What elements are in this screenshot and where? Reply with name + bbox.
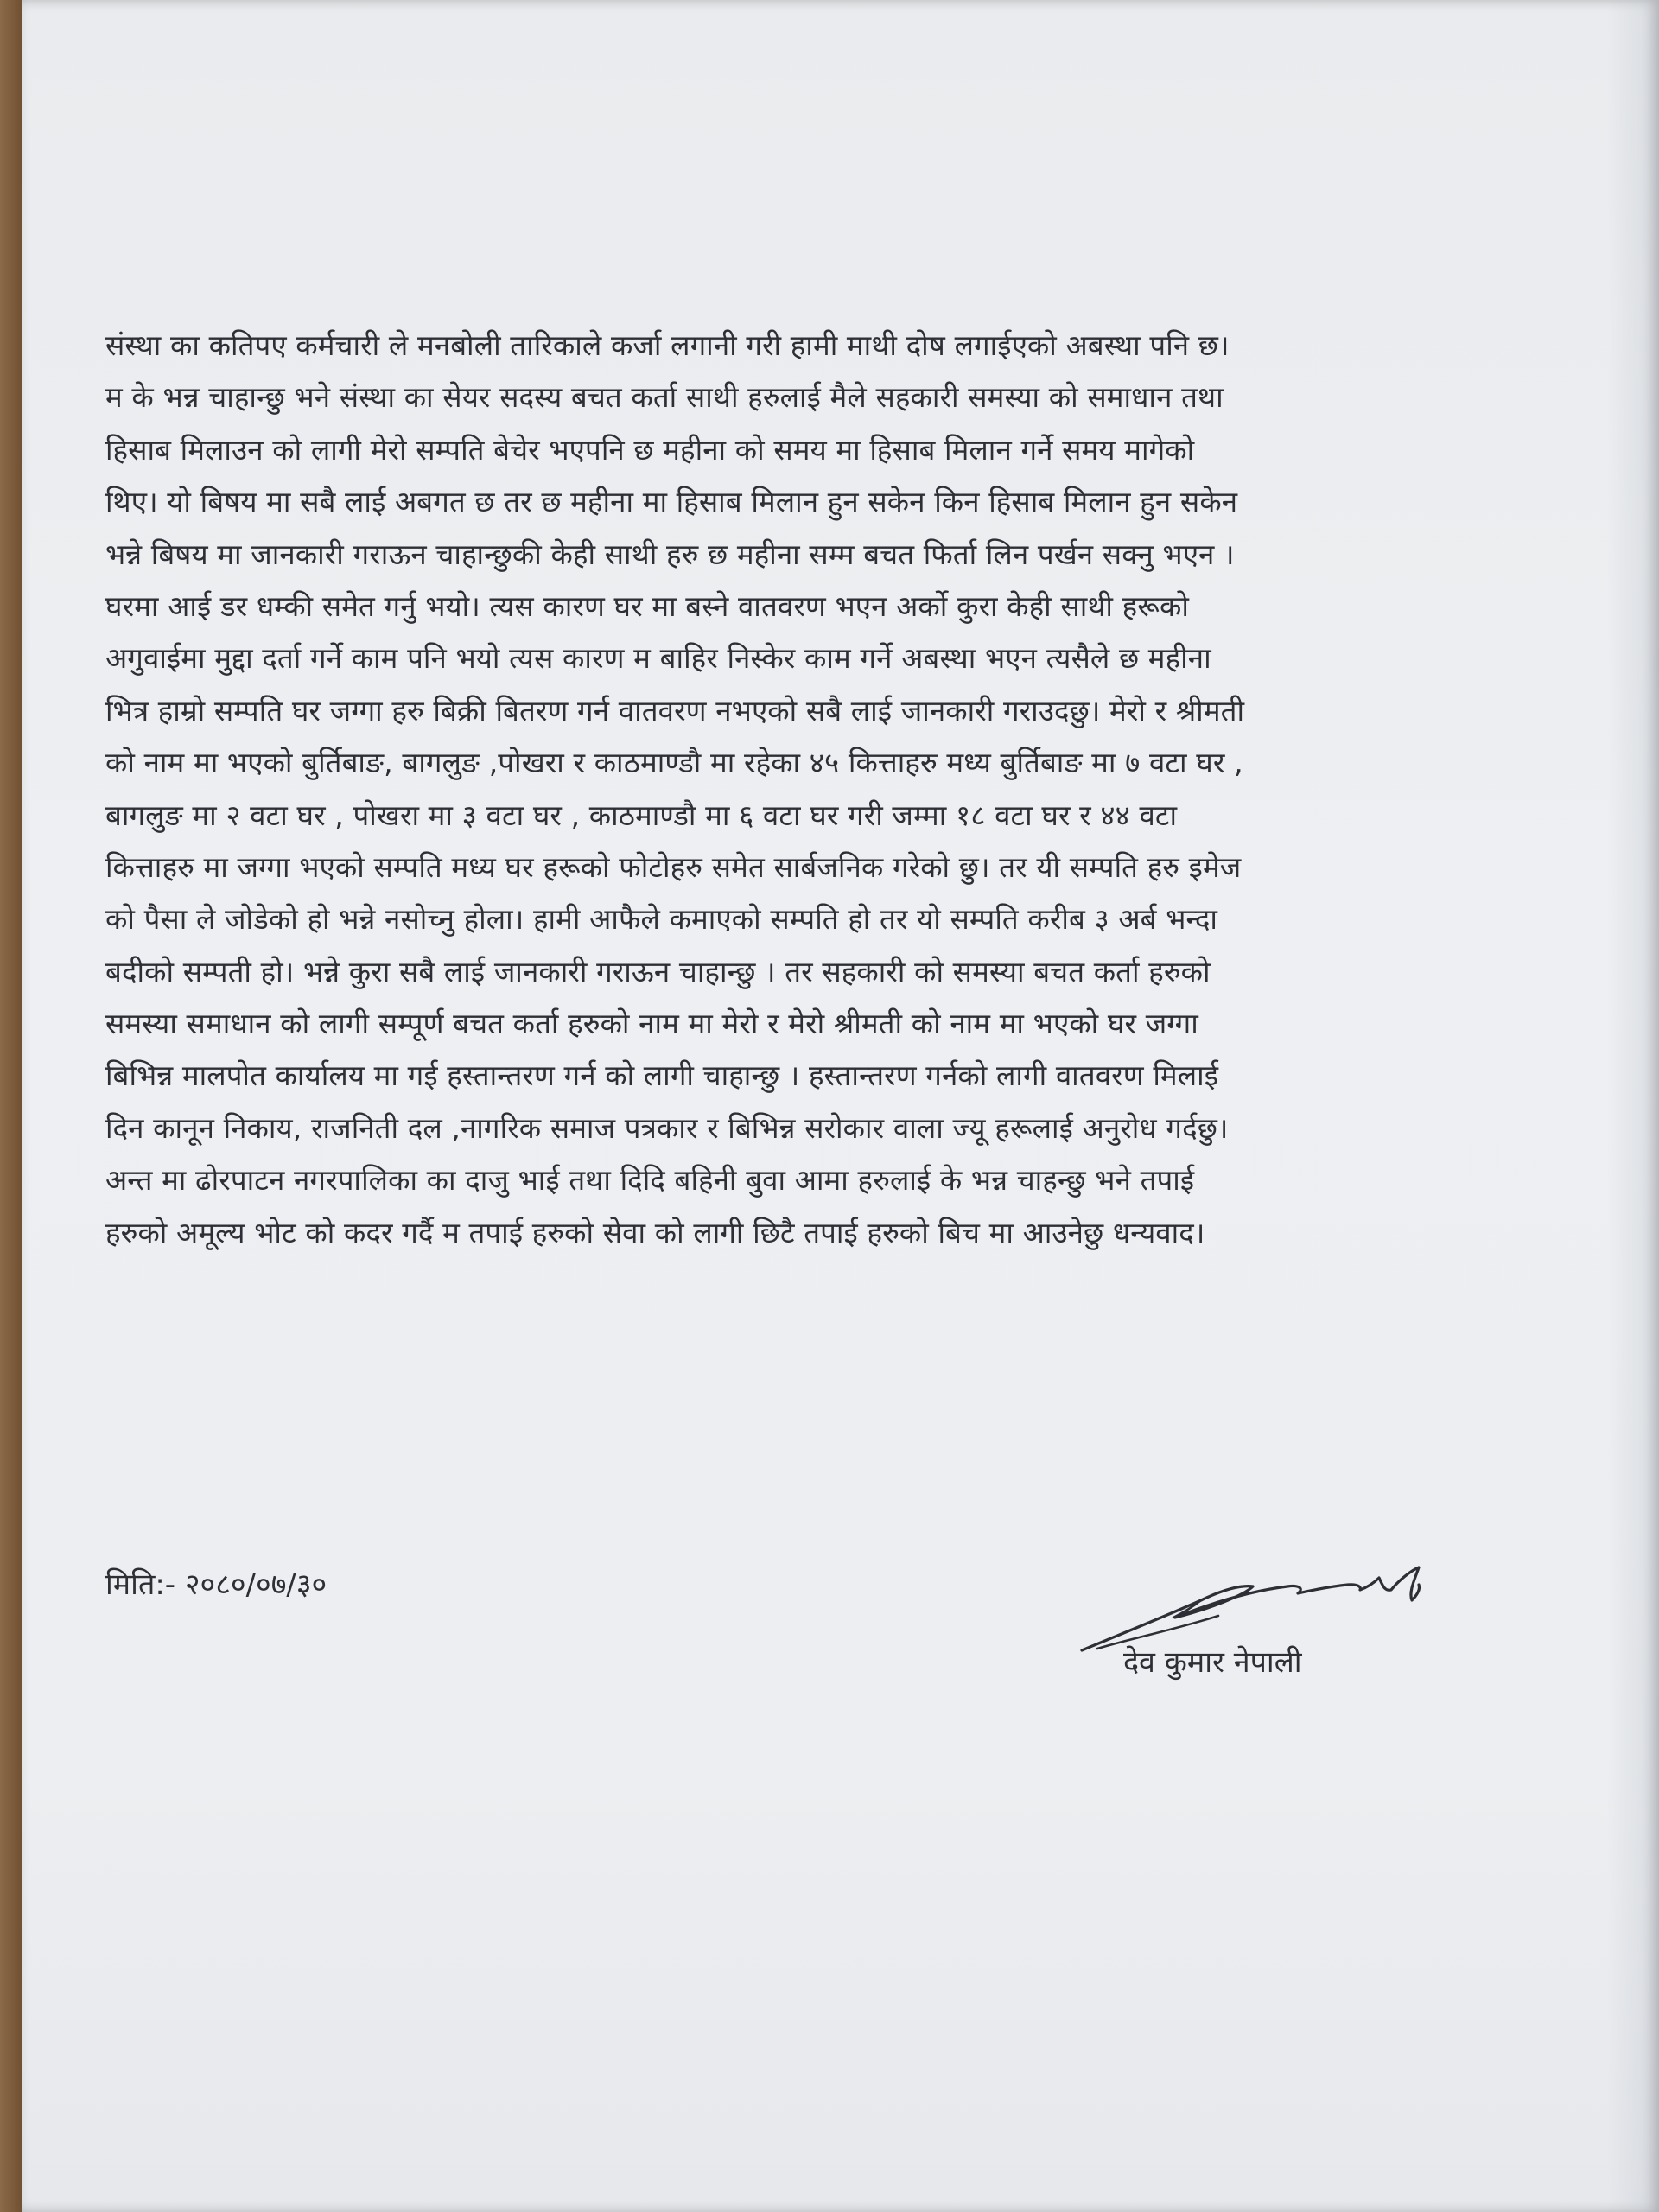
letter-line: दिन कानून निकाय, राजनिती दल ,नागरिक समाज पत्रकार र बिभिन्न सरोकार वाला ज्यू हरूलाई अनुरोध गर्दछु। (105, 1110, 1229, 1145)
letter-paragraph (105, 320, 1626, 1259)
letter-line: हरुको अमूल्य भोट को कदर गर्दै म तपाई हरुको सेवा को लागी छिटै तपाई हरुको बिच मा आउनेछु धन्यवाद। (105, 1215, 1205, 1249)
letter-line: संस्था का कतिपए कर्मचारी ले मनबोली तारिकाले कर्जा लगानी गरी हामी माथी दोष लगाईएको अबस्था पनि छ। (105, 328, 1230, 362)
letter-line: बागलुङ मा २ वटा घर , पोखरा मा ३ वटा घर , काठमाण्डौ मा ६ वटा घर गरी जम्मा १८ वटा घर र ४४ वटा (105, 798, 1178, 832)
signer-name: देव कुमार नेपाली (1123, 1645, 1302, 1680)
letter-line: अगुवाईमा मुद्दा दर्ता गर्ने काम पनि भयो त्यस कारण म बाहिर निस्केर काम गर्ने अबस्था भएन त्यसैले छ महीना (105, 641, 1211, 676)
letter-line: समस्या समाधान को लागी सम्पूर्ण बचत कर्ता हरुको नाम मा मेरो र मेरो श्रीमती को नाम मा भएको घर जग्गा (105, 1007, 1198, 1041)
letter-line: बदीको सम्पती हो। भन्ने कुरा सबै लाई जानकारी गराऊन चाहान्छु । तर सहकारी को समस्या बचत कर्ता हरुको (105, 954, 1211, 988)
letter-line: कित्ताहरु मा जग्गा भएको सम्पति मध्य घर हरूको फोटोहरु समेत सार्बजनिक गरेको छु। तर यी सम्पति हरु इमेज (105, 849, 1242, 884)
letter-line: हिसाब मिलाउन को लागी मेरो सम्पति बेचेर भएपनि छ महीना को समय मा हिसाब मिलान गर्ने समय मागेको (105, 432, 1195, 467)
letter-line: को नाम मा भएको बुर्तिबाङ, बागलुङ ,पोखरा र काठमाण्डौ मा रहेका ४५ कित्ताहरु मध्य बुर्तिबाङ मा ७ वटा घर , (105, 746, 1243, 780)
letter-line: घरमा आई डर धम्की समेत गर्नु भयो। त्यस कारण घर मा बस्ने वातवरण भएन अर्को कुरा केही साथी हरूको (105, 588, 1190, 623)
letter-line: थिए। यो बिषय मा सबै लाई अबगत छ तर छ महीना मा हिसाब मिलान हुन सकेन किन हिसाब मिलान हुन सकेन (105, 485, 1238, 519)
letter-line: म के भन्न चाहान्छु भने संस्था का सेयर सदस्य बचत कर्ता साथी हरुलाई मैले सहकारी समस्या को समाधान तथा (105, 380, 1224, 415)
letter-line: बिभिन्न मालपोत कार्यालय मा गई हस्तान्तरण गर्न को लागी चाहान्छु । हस्तान्तरण गर्नको लागी वातवरण मिलाई (105, 1058, 1219, 1093)
letter-line: को पैसा ले जोडेको हो भन्ने नसोच्नु होला। हामी आफैले कमाएको सम्पति हो तर यो सम्पति करीब ३ अर्ब भन्दा (105, 902, 1217, 937)
letter-line: अन्त मा ढोरपाटन नगरपालिका का दाजु भाई तथा दिदि बहिनी बुवा आमा हरुलाई के भन्न चाहन्छु भने तपाई (105, 1163, 1195, 1198)
letter-line: भन्ने बिषय मा जानकारी गराऊन चाहान्छुकी केही साथी हरु छ महीना सम्म बचत फिर्ता लिन पर्खन सक्नु भएन । (105, 537, 1235, 571)
letter-line: भित्र हाम्रो सम्पति घर जग्गा हरु बिक्री बितरण गर्न वातवरण नभएको सबै लाई जानकारी गराउदछु। मेरो र श्रीमती (105, 693, 1245, 728)
letter-body (105, 320, 1626, 1259)
letter-date: मिति:- २०८०/०७/३० (105, 1567, 327, 1602)
